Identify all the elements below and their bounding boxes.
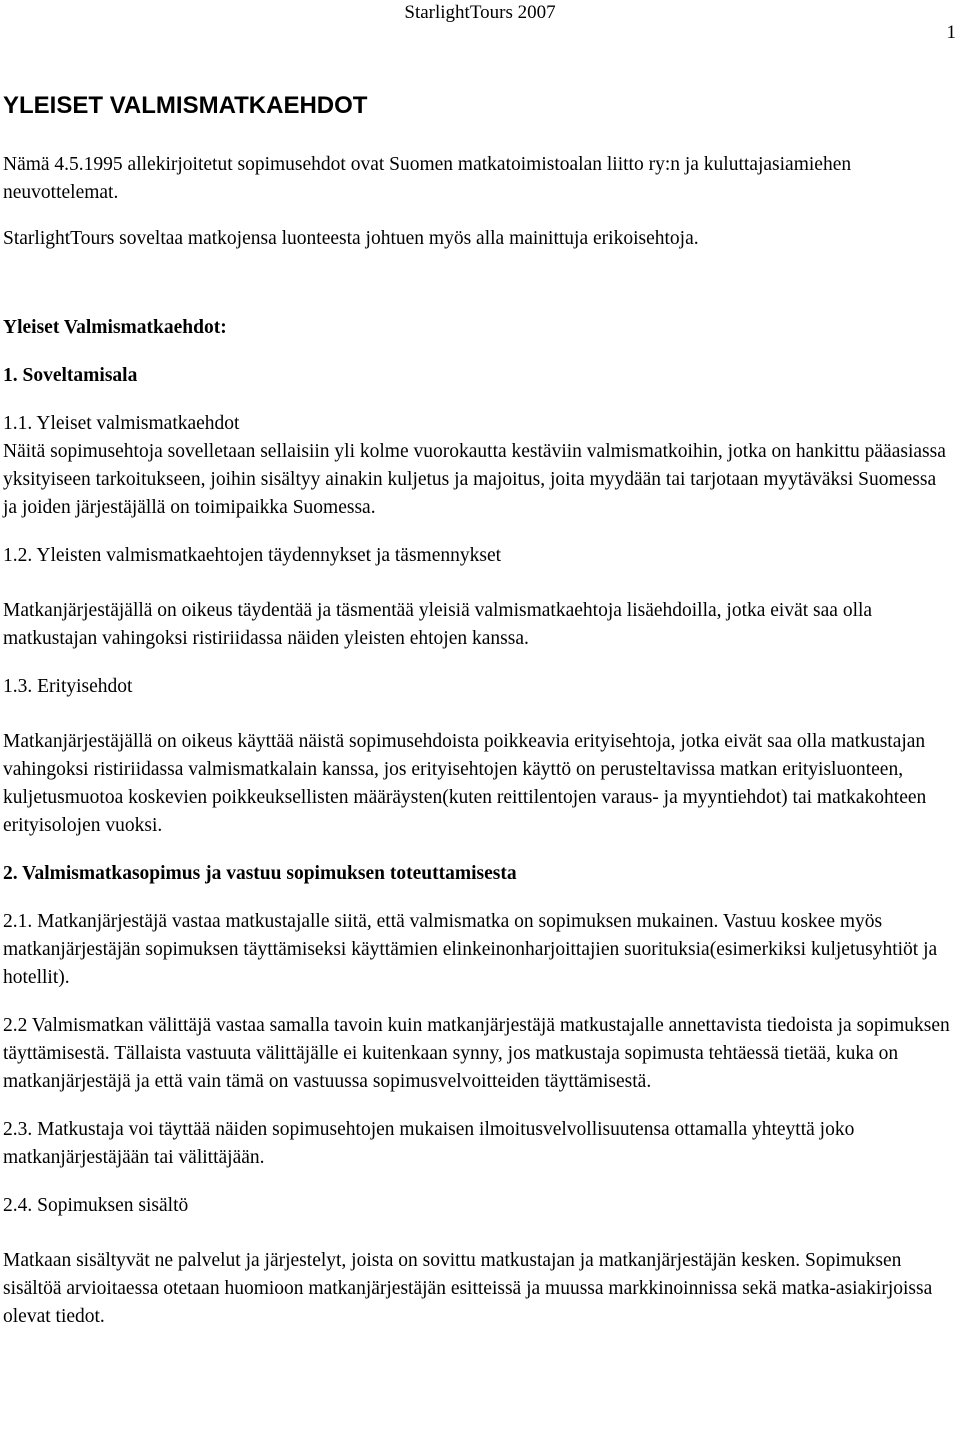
paragraph: 2.1. Matkanjärjestäjä vastaa matkustajalle siitä, että valmismatka on sopimuksen mukainen. Vastuu koskee myös matkanjärjestäjän sopimuksen täyttämiseksi käyttämien elinkeinonharjoittajien suorituksia(esimerkiksi kuljetusyhtiöt ja hotellit). [3, 911, 938, 988]
paragraph: Matkanjärjestäjällä on oikeus käyttää näistä sopimusehdoista poikkeavia erityisehtoja, jotka eivät saa olla matkustajan vahingoksi ristiriidassa valmismatkalain kanssa, jos erityisehtojen käyttö on perusteltavissa matkan erityisluonteen, kuljetusmuotoa koskevien poikkeuksellisten määräysten(kuten reittilentojen varaus- ja myyntiehdot) tai matkakohteen erityisolojen vuoksi. [3, 731, 927, 836]
paragraph: Matkanjärjestäjällä on oikeus täydentää ja täsmentää yleisiä valmismatkaehtoja lisäehdoilla, jotka eivät saa olla matkustajan vahingoksi ristiriidassa näiden yleisten ehtojen kanssa. [3, 600, 873, 649]
running-header: StarlightTours 2007 [404, 2, 556, 23]
subsection-heading: 2.4. Sopimuksen sisältö [3, 1195, 189, 1216]
subsection-heading: 1.1. Yleiset valmismatkaehdot [3, 413, 240, 434]
section-heading: 1. Soveltamisala [3, 365, 138, 386]
paragraph: 2.3. Matkustaja voi täyttää näiden sopimusehtojen mukaisen ilmoitusvelvollisuutensa ottamalla yhteyttä joko matkanjärjestäjään tai välittäjään. [3, 1119, 855, 1168]
section-heading: Yleiset Valmismatkaehdot: [3, 317, 227, 338]
section-heading: 2. Valmismatkasopimus ja vastuu sopimuksen toteuttamisesta [3, 863, 517, 884]
intro-paragraph: Nämä 4.5.1995 allekirjoitetut sopimusehdot ovat Suomen matkatoimistoalan liitto ry:n ja kuluttajasiamiehen neuvottelemat. [3, 154, 852, 203]
document-body [3, 92, 955, 1331]
paragraph: Näitä sopimusehtoja sovelletaan sellaisiin yli kolme vuorokautta kestäviin valmismatkoihin, jotka on hankittu pääasiassa yksityiseen tarkoitukseen, joihin sisältyy ainakin kuljetus ja majoitus, joita myydään tai tarjotaan myytäväksi Suomessa ja joiden järjestäjällä on toimipaikka Suomessa. [3, 441, 946, 518]
subsection-heading: 1.3. Erityisehdot [3, 676, 133, 697]
document-title: YLEISET VALMISMATKAEHDOT [3, 92, 368, 119]
intro-paragraph: StarlightTours soveltaa matkojensa luonteesta johtuen myös alla mainittuja erikoisehtoja. [3, 228, 699, 249]
paragraph: 2.2 Valmismatkan välittäjä vastaa samalla tavoin kuin matkanjärjestäjä matkustajalle annettavista tiedoista ja sopimuksen täyttämisestä. Tällaista vastuuta välittäjälle ei kuitenkaan synny, jos matkustaja sopimusta tehtäessä tietää, kuka on matkanjärjestäjä ja että vain tämä on vastuussa sopimusvelvoitteiden täyttämisestä. [3, 1015, 950, 1092]
subsection-heading: 1.2. Yleisten valmismatkaehtojen täydennykset ja täsmennykset [3, 545, 502, 566]
paragraph: Matkaan sisältyvät ne palvelut ja järjestelyt, joista on sovittu matkustajan ja matkanjärjestäjän kesken. Sopimuksen sisältöä arvioitaessa otetaan huomioon matkanjärjestäjän esitteissä ja muussa markkinoinnissa sekä matka-asiakirjoissa olevat tiedot. [3, 1250, 933, 1327]
page-number: 1 [946, 22, 956, 43]
